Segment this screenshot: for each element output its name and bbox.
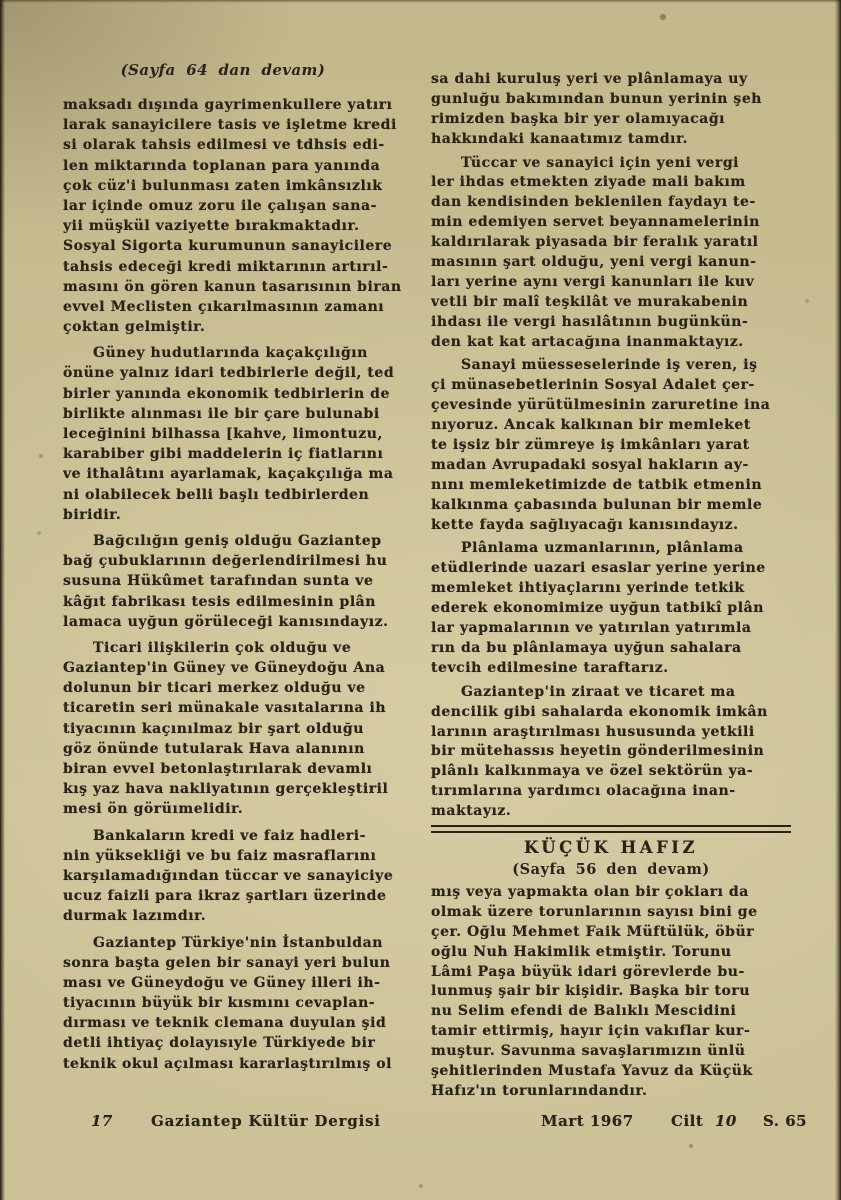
continuation-header: (Sayfa 64 dan devam) [120, 61, 326, 79]
text-line: çi münasebetlerinin Sosyal Adalet çer- [431, 377, 755, 394]
scan-edge-left [0, 0, 5, 1200]
text-line: Gaziantep'in Güney ve Güneydoğu Ana [63, 660, 386, 677]
text-line: mesi ön görüımelidir. [63, 801, 244, 818]
scan-edge-right [835, 0, 841, 1200]
text-line: hakkındaki kanaatımız tamdır. [431, 130, 689, 147]
text-line: vetli bir malî teşkilât ve murakabenin [431, 293, 749, 310]
text-line: memleket ihtiyaçlarını yerinde tetkik [431, 580, 745, 597]
text-line: leceğinini bilhassa [kahve, limontuzu, [63, 426, 383, 442]
text-line: yii müşkül vaziyette bırakmaktadır. [63, 218, 360, 235]
text-line: tiyacının büyük bir kısmını cevaplan- [63, 995, 376, 1012]
text-line: lunmuş şair bir kişidir. Başka bir toru [431, 983, 751, 1000]
text-line: oğlu Nuh Hakimlik etmiştir. Torunu [431, 943, 732, 960]
text-line: larak sanayicilere tasis ve işletme kredi [63, 117, 397, 134]
text-line: tevcih edilmesine taraftarız. [431, 659, 669, 676]
paper-specks [0, 0, 2, 2]
footer-date: Mart 1967 [541, 1112, 634, 1130]
text-line: dırması ve teknik clemana duyulan şid [63, 1015, 387, 1032]
text-line: maktayız. [431, 803, 512, 820]
text-line: kış yaz hava nakliyatının gerçekleştiril [63, 781, 389, 798]
text-line: ve ithalâtını ayarlamak, kaçakçılığa ma [63, 466, 394, 483]
text-line: plânlı kalkınmaya ve özel sektörün ya- [431, 763, 754, 780]
text-line: teknik okul açılması kararlaştırılmış ol [63, 1055, 392, 1072]
text-line: kaldırılarak piyasada bir feralık yaratıl [431, 234, 759, 251]
text-line: ması ve Güneydoğu ve Güney illeri ih- [63, 974, 381, 991]
text-line: te işsiz bir zümreye iş imkânları yarat [431, 437, 750, 454]
text-line: sonra başta gelen bir sanayi yeri bulun [63, 954, 391, 971]
text-line: nını memleketimizde de tatbik etmenin [431, 476, 763, 493]
text-line: biran evvel betonlaştırılarak devamlı [63, 761, 373, 777]
text-line: ederek ekonomimize uyğun tatbikî plân [431, 600, 764, 617]
text-line: lar yapmalarının ve yatırılan yatırımla [431, 620, 752, 637]
text-line: göz önünde tutularak Hava alanının [63, 740, 365, 757]
text-line: mış veya yapmakta olan bir çokları da [431, 883, 749, 900]
scan-edge-top [0, 0, 841, 3]
section-continuation-note: (Sayfa 56 den devam) [512, 860, 710, 878]
text-line: tırımlarına yardımcı olacağına inan- [431, 783, 736, 800]
text-line: detli ihtiyaç dolayısıyle Türkiyede bir [63, 1035, 376, 1052]
text-line: Güney hudutlarında kaçakçılığın [93, 345, 368, 362]
text-line: şehitlerinden Mustafa Yavuz da Küçük [431, 1062, 753, 1079]
footer-journal-title: Gaziantep Kültür Dergisi [151, 1112, 381, 1130]
text-line: dencilik gibi sahalarda ekonomik imkân [431, 703, 768, 720]
text-line: ni olabilecek belli başlı tedbirlerden [63, 486, 370, 503]
text-line: lar içinde omuz zoru ile çalışan sana- [63, 197, 377, 214]
text-line: rimizden başka bir yer olamıyacağı [431, 110, 726, 127]
text-line: Hafız'ın torunlarındandır. [431, 1082, 648, 1099]
footer-volume-number: 10 [715, 1112, 737, 1130]
text-line: larının araştırılması hususunda yetkili [431, 723, 755, 740]
text-line: den kat kat artacağına inanmaktayız. [431, 333, 744, 350]
text-line: Ticari ilişkilerin çok olduğu ve [93, 639, 352, 656]
text-line: nin yüksekliği ve bu faiz masraflarını [63, 847, 377, 864]
text-line: Lâmi Paşa büyük idari görevlerde bu- [431, 963, 745, 980]
text-line: bağ çubuklarının değerlendirilmesi hu [63, 553, 388, 570]
text-line: karşılamadığından tüccar ve sanayiciye [63, 867, 394, 884]
text-line: çer. Oğlu Mehmet Faik Müftülük, öbür [431, 923, 755, 940]
text-line: Gaziantep'in ziraat ve ticaret ma [461, 683, 736, 700]
text-line: ları yerine aynı vergi kanunları ile kuv [431, 273, 755, 290]
text-line: Plânlama uzmanlarının, plânlama [461, 540, 744, 557]
text-line: madan Avrupadaki sosyal hakların ay- [431, 456, 749, 473]
left-text-column [63, 60, 413, 1074]
text-line: susuna Hükûmet tarafından sunta ve [63, 573, 374, 590]
text-line: birler yanında ekonomik tedbirlerin de [63, 385, 390, 402]
text-line: muştur. Savunma savaşlarımızın ünlü [431, 1043, 746, 1060]
text-line: bir mütehassıs heyetin gönderilmesinin [431, 743, 765, 760]
text-line: önüne yalnız idari tedbirlerle değil, ted [63, 365, 395, 382]
text-line: biridir. [63, 506, 122, 523]
text-line: çok cüz'i bulunması zaten imkânsızlık [63, 177, 383, 194]
text-line: dan kendisinden beklenilen faydayı te- [431, 194, 756, 211]
text-line: olmak üzere torunlarının sayısı bini ge [431, 903, 758, 920]
page-footer [63, 1112, 813, 1134]
text-line: çevesinde yürütülmesinin zaruretine ina [431, 397, 771, 414]
text-line: len miktarında toplanan para yanında [63, 157, 381, 174]
text-line: Tüccar ve sanayici için yeni vergi [461, 154, 740, 171]
text-line: kâğıt fabrikası tesis edilmesinin plân [63, 593, 377, 610]
text-line: gunluğu bakımından bunun yerinin şeh [431, 90, 763, 107]
text-line: Sosyal Sigorta kurumunun sanayicilere [63, 238, 393, 255]
text-line: dolunun bir ticari merkez olduğu ve [63, 680, 366, 697]
section-divider-rule [431, 825, 791, 833]
text-line: Sanayi müesseselerinde iş veren, iş [461, 357, 758, 374]
section-title: KÜÇÜK HAFIZ [523, 837, 699, 857]
footer-page-number: 17 [91, 1112, 113, 1130]
text-line: Bağcılığın geniş olduğu Gaziantep [93, 532, 382, 549]
text-line: kette fayda sağlıyacağı kanısındayız. [431, 516, 739, 533]
text-line: kalkınma çabasında bulunan bir memle [431, 496, 763, 513]
text-line: nu Selim efendi de Balıklı Mescidini [431, 1003, 737, 1020]
text-line: Bankaların kredi ve faiz hadleri- [93, 827, 367, 844]
text-line: durmak lazımdır. [63, 908, 207, 925]
text-line: tamir ettirmiş, hayır için vakıflar kur- [431, 1023, 751, 1040]
text-line: birlikte alınması ile bir çare bulunabi [63, 405, 380, 422]
text-line: nıyoruz. Ancak kalkınan bir memleket [431, 417, 751, 434]
text-line: tiyacının kaçınılmaz bir şart olduğu [63, 720, 364, 737]
right-text-column [431, 60, 791, 1102]
text-line: evvel Meclisten çıkarılmasının zamanı [63, 298, 385, 315]
text-line: masını ön gören kanun tasarısının biran [63, 278, 402, 295]
text-line: ler ihdas etmekten ziyade mali bakım [431, 174, 746, 191]
text-line: si olarak tahsis edilmesi ve tdhsis edi- [63, 137, 385, 154]
text-line: çoktan gelmiştir. [63, 319, 206, 336]
text-line: lamaca uyğun görüleceği kanısındayız. [63, 613, 389, 630]
text-line: sa dahi kuruluş yeri ve plânlamaya uy [431, 71, 748, 87]
text-line: rın da bu plânlamaya uyğun sahalara [431, 639, 742, 656]
text-line: karabiber gibi maddelerin iç fiatlarını [63, 446, 384, 463]
text-line: Gaziantep Türkiye'nin İstanbuldan [93, 934, 383, 951]
footer-volume-label: Cilt [671, 1112, 704, 1130]
right-column-body [431, 70, 791, 822]
text-line: ucuz faizli para ikraz şartları üzerinde [63, 888, 387, 905]
text-line: ticaretin seri münakale vasıtalarına ih [63, 700, 387, 717]
footer-page-ref: S. 65 [763, 1112, 808, 1130]
text-line: etüdlerinde uazari esaslar yerine yerine [431, 560, 766, 577]
text-line: ihdası ile vergi hasılâtının bugünkün- [431, 313, 749, 330]
text-line: min edemiyen servet beyannamelerinin [431, 214, 761, 231]
left-column-body [63, 95, 413, 1074]
text-line: tahsis edeceği kredi miktarının artırıl- [63, 258, 389, 275]
section-body [431, 883, 791, 1102]
text-line: maksadı dışında gayrimenkullere yatırı [63, 97, 393, 113]
text-line: masının şart olduğu, yeni vergi kanun- [431, 254, 757, 271]
